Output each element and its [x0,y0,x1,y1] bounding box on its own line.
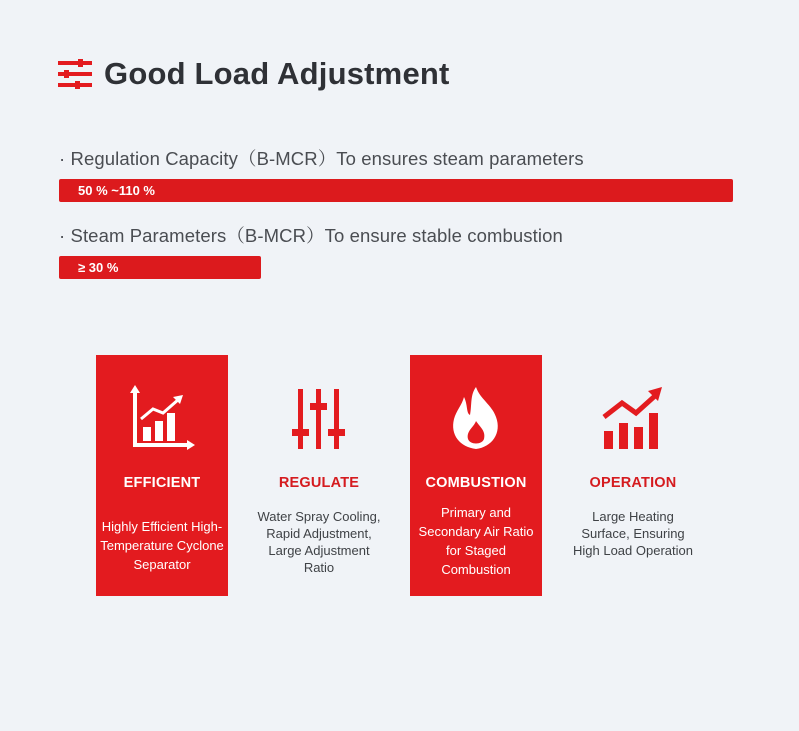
rising-bars-icon [567,385,699,455]
param-label: · Steam Parameters（B-MCR）To ensure stable combustion [59,225,563,246]
card-title: COMBUSTION [425,475,527,491]
param-steam-parameters [59,222,563,279]
param-label: · Regulation Capacity（B-MCR）To ensures steam parameters [59,148,584,169]
feature-card-efficient [96,355,228,596]
section-header [58,56,450,92]
equalizer-sliders-icon [253,385,385,455]
param-value-bar: 50 % ~110 % [59,179,733,202]
card-description: Highly Efficient High-Temperature Cyclone Separator [100,519,224,572]
page-title: Good Load Adjustment [104,56,450,91]
card-description: Primary and Secondary Air Ratio for Staged Combustion [418,505,534,577]
flame-icon [410,385,542,455]
card-description: Water Spray Cooling, Rapid Adjustment, Large Adjustment Ratio [257,509,381,575]
feature-card-combustion [410,355,542,596]
sliders-icon [58,59,92,89]
feature-card-operation [567,355,699,596]
feature-card-regulate [253,355,385,596]
card-title: EFFICIENT [123,475,201,491]
growth-chart-icon [96,385,228,455]
card-description: Large Heating Surface, Ensuring High Load Operation [573,509,693,558]
param-regulation-capacity [59,145,733,202]
card-title: OPERATION [589,475,677,491]
param-value-bar: ≥ 30 % [59,256,261,279]
card-title: REGULATE [278,475,360,491]
